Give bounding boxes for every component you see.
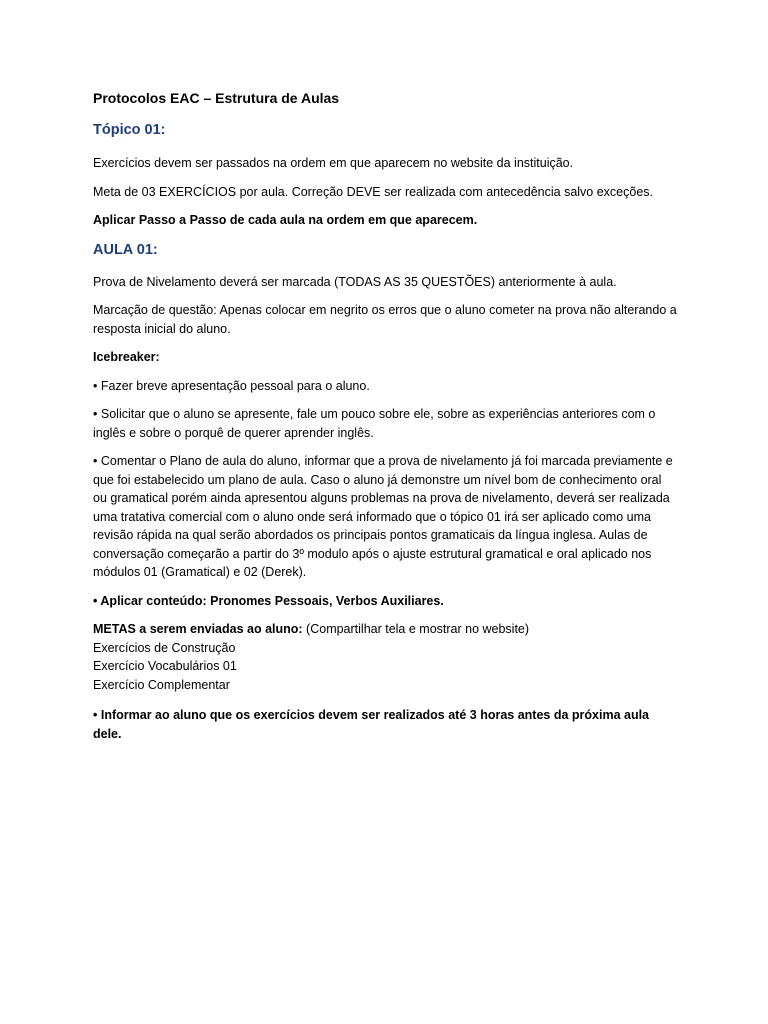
- bullet-text-2: Solicitar que o aluno se apresente, fale um pouco sobre ele, sobre as experiências anteriores com o inglês e sobre o porquê de querer aprender inglês.: [93, 407, 656, 440]
- bullet-text-3: Comentar o Plano de aula do aluno, informar que a prova de nivelamento já foi marcada previamente e que foi estabelecido um plano de aula. Caso o aluno já demonstre um nível bom de conhecimento oral ou gramatical porém ainda apresentou alguns problemas na prova de nivelamento, deverá ser realizada uma tratativa comercial com o aluno onde será informado que o tópico 01 irá ser aplicado como uma revisão rápida na qual serão abordados os principais pontos gramaticais da língua inglesa. Aulas de conversação começarão a partir do 3º modulo após o ajuste estrutural gramatical e oral aplicado nos módulos 01 (Gramatical) e 02 (Derek).: [93, 454, 673, 579]
- bullet-icon: •: [93, 454, 98, 468]
- metas-note: (Compartilhar tela e mostrar no website): [306, 622, 530, 636]
- metas-item-2: Exercício Vocabulários 01: [93, 659, 237, 673]
- marcacao-paragraph: Marcação de questão: Apenas colocar em negrito os erros que o aluno cometer na prova não alterando a resposta inicial do aluno.: [93, 303, 677, 336]
- metas-block: [93, 620, 678, 694]
- bullet-icon: •: [93, 593, 98, 608]
- bullet-item-2: [93, 405, 678, 442]
- bullet-icon: •: [93, 708, 98, 722]
- bullet-text-1: Fazer breve apresentação pessoal para o aluno.: [100, 378, 370, 393]
- topico-paragraph-2: Meta de 03 EXERCÍCIOS por aula. Correção DEVE ser realizada com antecedência salvo exceções.: [93, 184, 653, 199]
- conteudo-item: [93, 592, 678, 611]
- metas-item-1: Exercícios de Construção: [93, 640, 236, 655]
- conteudo-text: Aplicar conteúdo: Pronomes Pessoais, Verbos Auxiliares.: [100, 593, 444, 608]
- topico-heading: Tópico 01:: [93, 122, 166, 138]
- bullet-item-1: [93, 377, 678, 396]
- bullet-icon: •: [93, 407, 98, 421]
- aula-heading: AULA 01:: [93, 241, 158, 258]
- metas-label: METAS a serem enviadas ao aluno:: [93, 622, 303, 636]
- topico-paragraph-1: Exercícios devem ser passados na ordem em que aparecem no website da instituição.: [93, 156, 574, 170]
- metas-item-3: Exercício Complementar: [93, 677, 230, 692]
- topico-bold-instruction: Aplicar Passo a Passo de cada aula na ordem em que aparecem.: [93, 213, 478, 227]
- bullet-item-3: [93, 452, 678, 582]
- final-note-item: [93, 706, 678, 743]
- document-title: Protocolos EAC – Estrutura de Aulas: [93, 90, 340, 106]
- icebreaker-label: Icebreaker:: [93, 350, 160, 364]
- bullet-icon: •: [93, 378, 98, 393]
- metas-line: [93, 620, 678, 639]
- final-note-text: Informar ao aluno que os exercícios devem ser realizados até 3 horas antes da próxima aula dele.: [93, 708, 650, 741]
- prova-paragraph: Prova de Nivelamento deverá ser marcada (TODAS AS 35 QUESTÕES) anteriormente à aula.: [93, 274, 617, 289]
